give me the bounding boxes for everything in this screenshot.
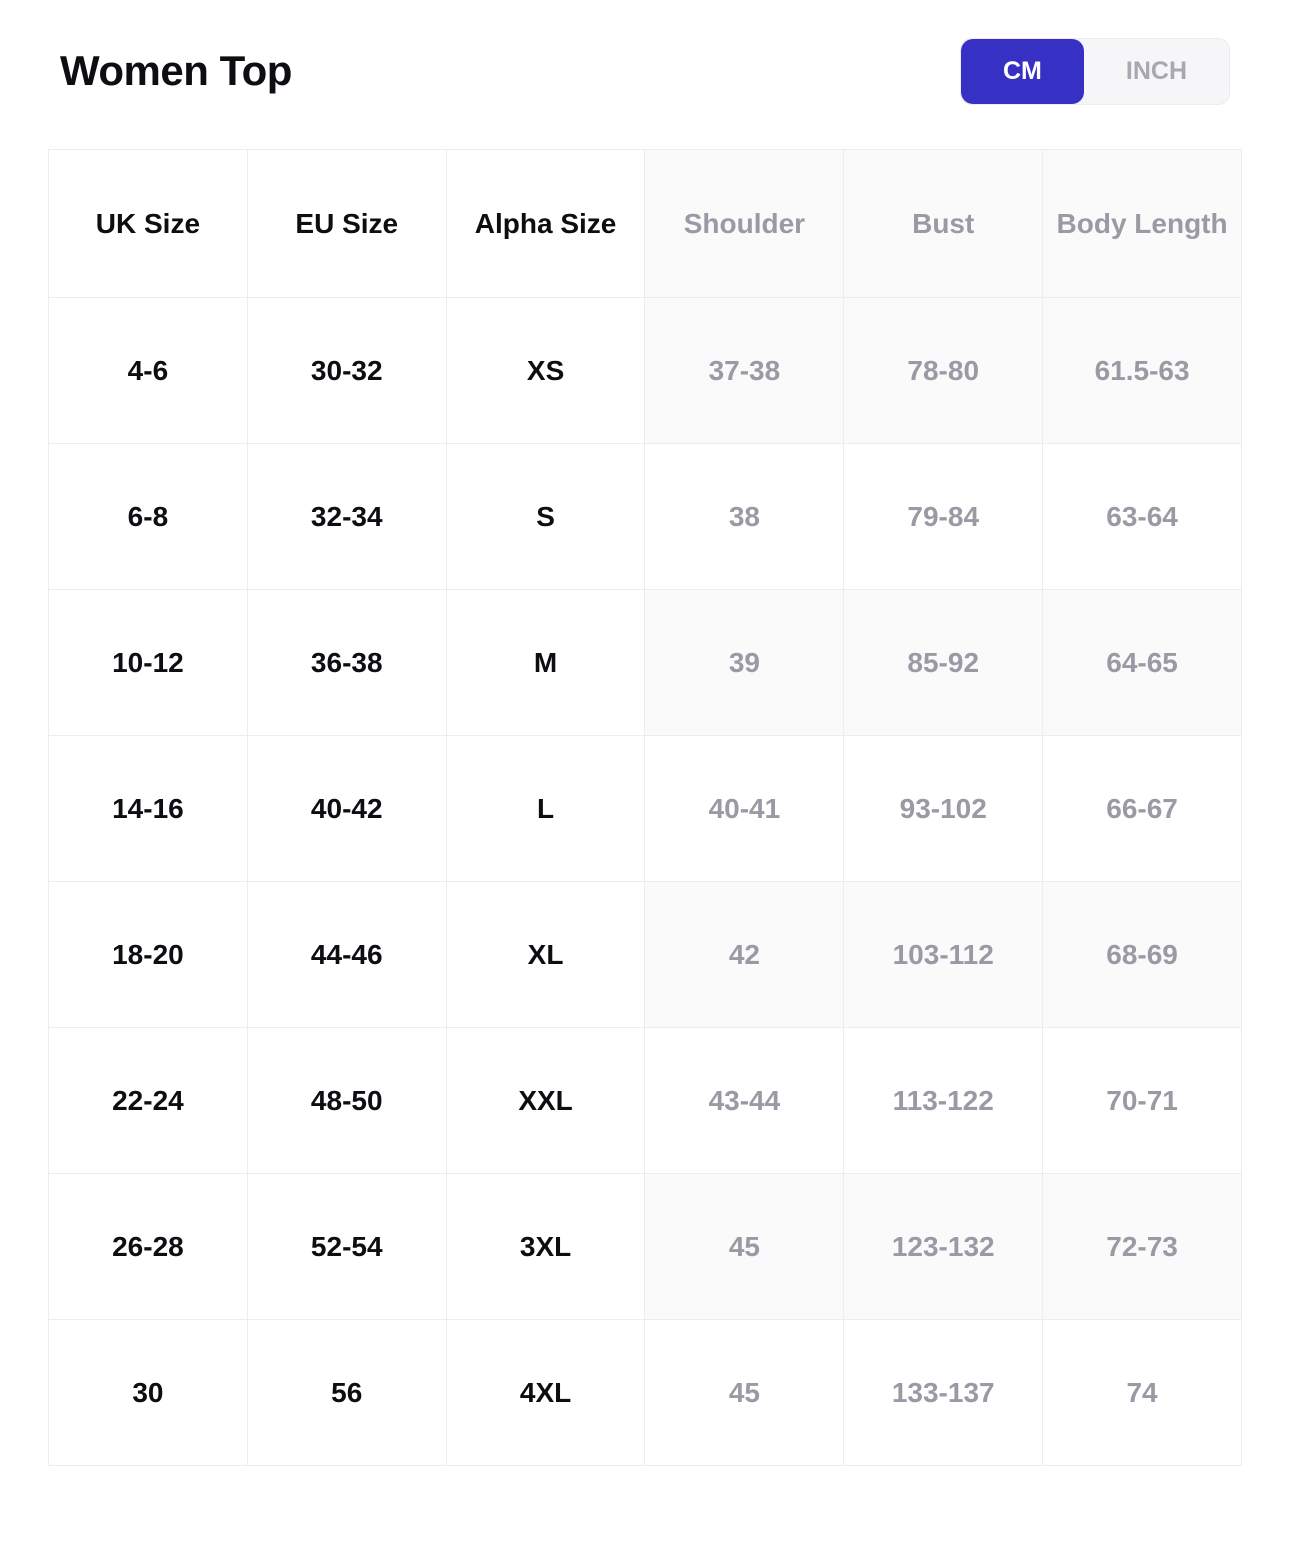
cell-body-length: 68-69: [1043, 882, 1242, 1028]
cell-uk-size: 6-8: [49, 444, 248, 590]
table-row: [49, 1320, 1242, 1466]
cell-shoulder: 39: [645, 590, 844, 736]
table-header-row: [49, 150, 1242, 298]
cell-eu-size: 30-32: [247, 298, 446, 444]
cell-body-length: 66-67: [1043, 736, 1242, 882]
unit-toggle-inch[interactable]: INCH: [1084, 39, 1229, 104]
cell-shoulder: 45: [645, 1320, 844, 1466]
table-row: [49, 1174, 1242, 1320]
cell-uk-size: 4-6: [49, 298, 248, 444]
size-table-head: [49, 150, 1242, 298]
cell-bust: 93-102: [844, 736, 1043, 882]
cell-bust: 79-84: [844, 444, 1043, 590]
cell-alpha-size: L: [446, 736, 645, 882]
cell-eu-size: 48-50: [247, 1028, 446, 1174]
cell-shoulder: 40-41: [645, 736, 844, 882]
cell-uk-size: 18-20: [49, 882, 248, 1028]
column-header-shoulder: Shoulder: [645, 150, 844, 298]
cell-uk-size: 26-28: [49, 1174, 248, 1320]
cell-uk-size: 30: [49, 1320, 248, 1466]
cell-shoulder: 37-38: [645, 298, 844, 444]
cell-eu-size: 40-42: [247, 736, 446, 882]
cell-shoulder: 43-44: [645, 1028, 844, 1174]
cell-body-length: 70-71: [1043, 1028, 1242, 1174]
cell-eu-size: 56: [247, 1320, 446, 1466]
cell-body-length: 74: [1043, 1320, 1242, 1466]
table-row: [49, 1028, 1242, 1174]
table-row: [49, 736, 1242, 882]
unit-toggle-cm[interactable]: CM: [961, 39, 1084, 104]
cell-eu-size: 52-54: [247, 1174, 446, 1320]
cell-eu-size: 44-46: [247, 882, 446, 1028]
cell-bust: 133-137: [844, 1320, 1043, 1466]
size-table-body: [49, 298, 1242, 1466]
cell-uk-size: 10-12: [49, 590, 248, 736]
cell-eu-size: 36-38: [247, 590, 446, 736]
cell-alpha-size: M: [446, 590, 645, 736]
cell-body-length: 63-64: [1043, 444, 1242, 590]
table-row: [49, 298, 1242, 444]
cell-uk-size: 14-16: [49, 736, 248, 882]
cell-body-length: 72-73: [1043, 1174, 1242, 1320]
page-header: [0, 0, 1290, 105]
page-title: Women Top: [60, 47, 292, 95]
table-row: [49, 882, 1242, 1028]
column-header-bust: Bust: [844, 150, 1043, 298]
cell-bust: 123-132: [844, 1174, 1043, 1320]
cell-bust: 78-80: [844, 298, 1043, 444]
unit-toggle-group[interactable]: [960, 38, 1230, 105]
cell-uk-size: 22-24: [49, 1028, 248, 1174]
cell-body-length: 61.5-63: [1043, 298, 1242, 444]
cell-eu-size: 32-34: [247, 444, 446, 590]
cell-alpha-size: XL: [446, 882, 645, 1028]
table-row: [49, 444, 1242, 590]
column-header-uk-size: UK Size: [49, 150, 248, 298]
column-header-body-length: Body Length: [1043, 150, 1242, 298]
cell-shoulder: 42: [645, 882, 844, 1028]
table-row: [49, 590, 1242, 736]
cell-alpha-size: XXL: [446, 1028, 645, 1174]
column-header-alpha-size: Alpha Size: [446, 150, 645, 298]
cell-alpha-size: 3XL: [446, 1174, 645, 1320]
column-header-eu-size: EU Size: [247, 150, 446, 298]
cell-bust: 103-112: [844, 882, 1043, 1028]
cell-shoulder: 38: [645, 444, 844, 590]
cell-body-length: 64-65: [1043, 590, 1242, 736]
size-table: [48, 149, 1242, 1466]
cell-alpha-size: 4XL: [446, 1320, 645, 1466]
cell-alpha-size: S: [446, 444, 645, 590]
cell-bust: 85-92: [844, 590, 1043, 736]
cell-shoulder: 45: [645, 1174, 844, 1320]
size-table-container: [48, 149, 1242, 1466]
cell-bust: 113-122: [844, 1028, 1043, 1174]
cell-alpha-size: XS: [446, 298, 645, 444]
